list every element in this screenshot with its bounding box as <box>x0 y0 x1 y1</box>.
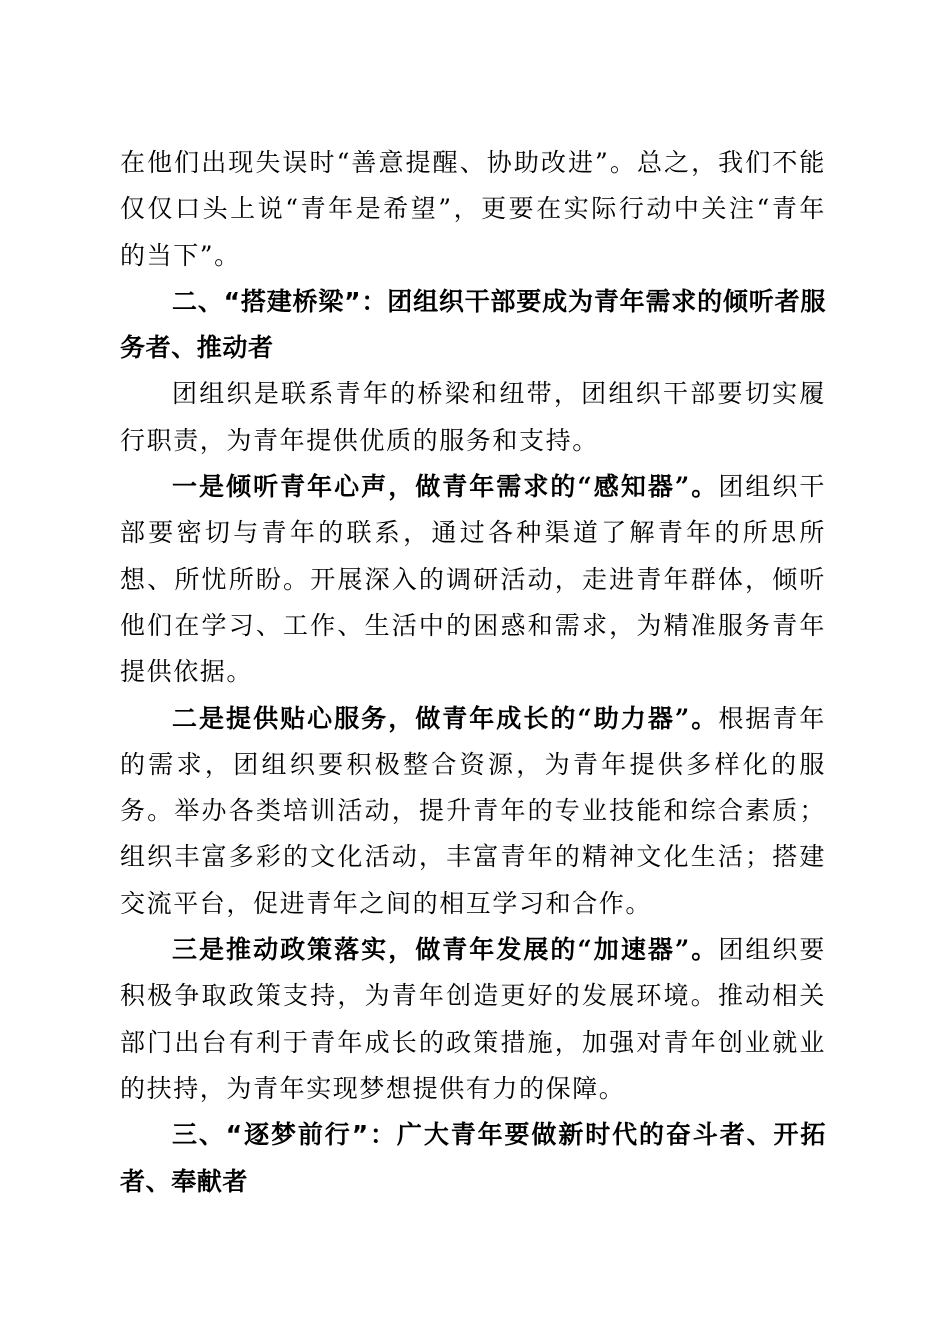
paragraph-continuation: 在他们出现失误时“善意提醒、协助改进”。总之，我们不能仅仅口头上说“青年是希望”，更要在实际行动中关注“青年的当下”。 <box>120 148 826 270</box>
section-2-point-3 <box>120 927 826 1112</box>
point-1-body: 团组织干部要密切与青年的联系，通过各种渠道了解青年的所思所想、所忧所盼。开展深入的调研活动，走进青年群体，倾听他们在学习、工作、生活中的困惑和需求，为精准服务青年提供依据。 <box>120 472 826 687</box>
section-heading-3: 三、“逐梦前行”：广大青年要做新时代的奋斗者、开拓者、奉献者 <box>120 1120 826 1196</box>
point-2-lead: 二是提供贴心服务，做青年成长的“助力器”。 <box>172 703 719 733</box>
section-2-point-2 <box>120 696 826 927</box>
document-body <box>120 140 826 1205</box>
point-3-body: 团组织要积极争取政策支持，为青年创造更好的发展环境。推动相关部门出台有利于青年成长的政策措施，加强对青年创业就业的扶持，为青年实现梦想提供有力的保障。 <box>120 935 826 1103</box>
section-2-intro: 团组织是联系青年的桥梁和纽带，团组织干部要切实履行职责，为青年提供优质的服务和支持。 <box>120 379 826 455</box>
point-1-lead: 一是倾听青年心声，做青年需求的“感知器”。 <box>172 472 719 502</box>
point-3-lead: 三是推动政策落实，做青年发展的“加速器”。 <box>172 935 719 965</box>
section-heading-2: 二、“搭建桥梁”：团组织干部要成为青年需求的倾听者服务者、推动者 <box>120 286 826 363</box>
point-2-body: 根据青年的需求，团组织要积极整合资源，为青年提供多样化的服务。举办各类培训活动，提升青年的专业技能和综合素质；组织丰富多彩的文化活动，丰富青年的精神文化生活；搭建交流平台，促进青年之间的相互学习和合作。 <box>120 703 826 918</box>
section-2-point-1 <box>120 464 826 695</box>
